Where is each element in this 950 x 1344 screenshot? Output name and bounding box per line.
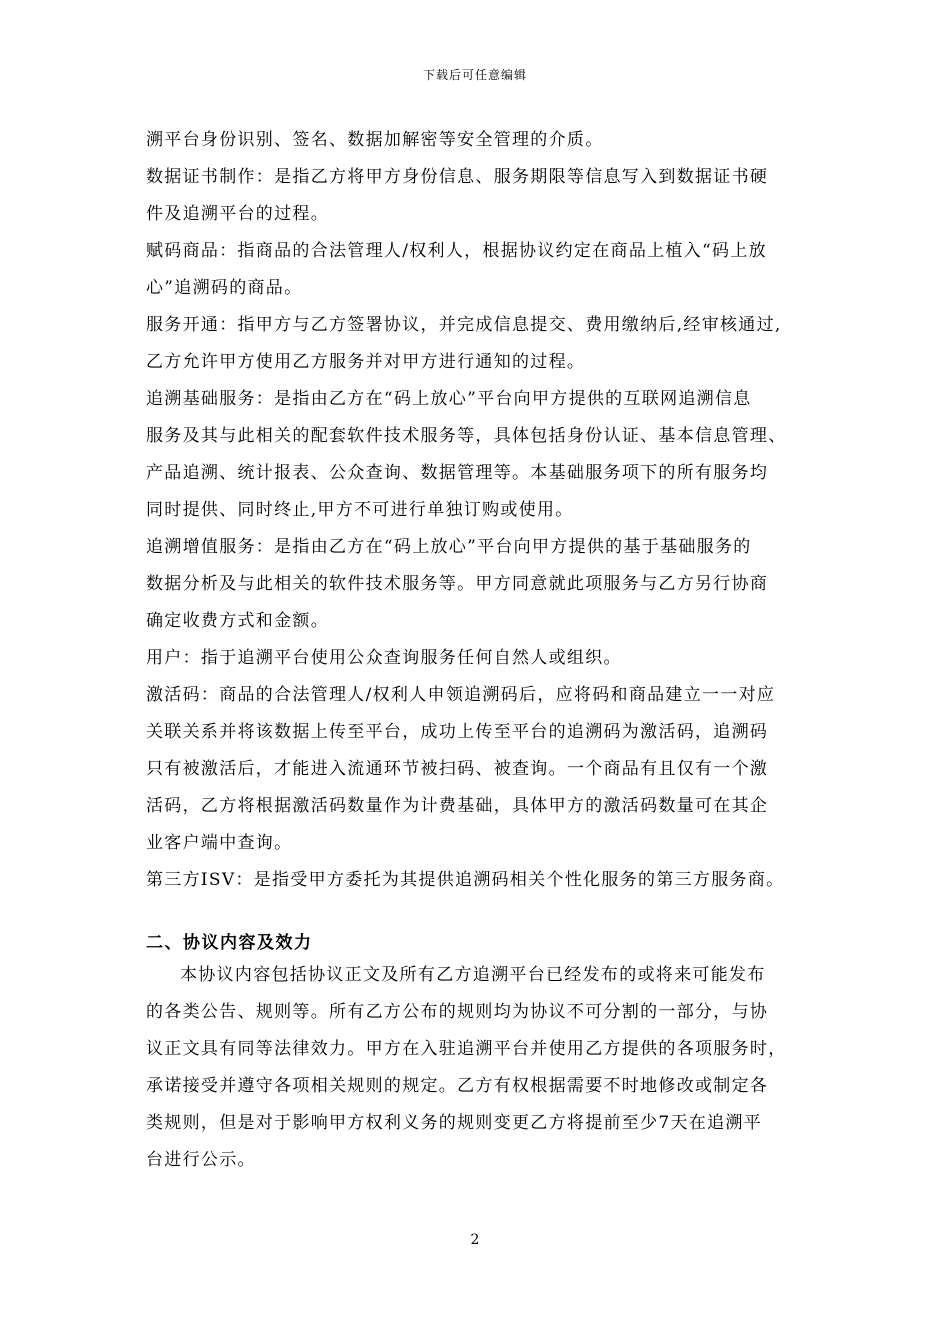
text-line: 第三方ISV：是指受甲方委托为其提供追溯码相关个性化服务的第三方服务商。 <box>146 870 785 890</box>
section-line: 台进行公示。 <box>146 1150 256 1170</box>
section-body <box>146 957 811 1179</box>
text-line: 数据证书制作：是指乙方将甲方身份信息、服务期限等信息写入到数据证书硬 <box>146 167 769 187</box>
text-line: 服务开通：指甲方与乙方签署协议，并完成信息提交、费用缴纳后,经审核通过, <box>146 315 782 335</box>
text-line: 确定收费方式和金额。 <box>146 611 329 631</box>
section-line: 承诺接受并遵守各项相关规则的规定。乙方有权根据需要不时地修改或制定各 <box>146 1076 769 1096</box>
section-line: 类规则，但是对于影响甲方权利义务的规则变更乙方将提前至少7天在追溯平 <box>146 1113 763 1133</box>
text-line: 数据分析及与此相关的软件技术服务等。甲方同意就此项服务与乙方另行协商 <box>146 574 769 594</box>
page-header: 下载后可任意编辑 <box>422 68 527 82</box>
text-line: 同时提供、同时终止,甲方不可进行单独订购或使用。 <box>146 500 574 520</box>
text-line: 服务及其与此相关的配套软件技术服务等，具体包括身份认证、基本信息管理、 <box>146 426 787 446</box>
section-line: 议正文具有同等法律效力。甲方在入驻追溯平台并使用乙方提供的各项服务时， <box>146 1039 787 1059</box>
text-line: 心”追溯码的商品。 <box>146 278 303 298</box>
section-line: 本协议内容包括协议正文及所有乙方追溯平台已经发布的或将来可能发布 <box>180 965 766 985</box>
page-number: 2 <box>470 1232 480 1248</box>
section-heading: 二、协议内容及效力 <box>146 933 313 953</box>
text-line: 件及追溯平台的过程。 <box>146 204 329 224</box>
text-line: 关联关系并将该数据上传至平台，成功上传至平台的追溯码为激活码，追溯码 <box>146 722 769 742</box>
definitions-body <box>146 122 811 899</box>
text-line: 用户：指于追溯平台使用公众查询服务任何自然人或组织。 <box>146 648 622 668</box>
text-line: 乙方允许甲方使用乙方服务并对甲方进行通知的过程。 <box>146 352 586 372</box>
text-line: 追溯增值服务：是指由乙方在“码上放心”平台向甲方提供的基于基础服务的 <box>146 537 752 557</box>
text-line: 只有被激活后，才能进入流通环节被扫码、被查询。一个商品有且仅有一个激 <box>146 759 769 779</box>
text-line: 追溯基础服务：是指由乙方在“码上放心”平台向甲方提供的互联网追溯信息 <box>146 389 752 409</box>
text-line: 溯平台身份识别、签名、数据加解密等安全管理的介质。 <box>146 130 604 150</box>
text-line: 活码，乙方将根据激活码数量作为计费基础，具体甲方的激活码数量可在其企 <box>146 796 769 816</box>
section-line: 的各类公告、规则等。所有乙方公布的规则均为协议不可分割的一部分，与协 <box>146 1002 769 1022</box>
text-line: 产品追溯、统计报表、公众查询、数据管理等。本基础服务项下的所有服务均 <box>146 463 769 483</box>
text-line: 赋码商品：指商品的合法管理人/权利人，根据协议约定在商品上植入“码上放 <box>146 241 767 261</box>
text-line: 业客户端中查询。 <box>146 833 293 853</box>
text-line: 激活码：商品的合法管理人/权利人申领追溯码后，应将码和商品建立一一对应 <box>146 685 776 705</box>
